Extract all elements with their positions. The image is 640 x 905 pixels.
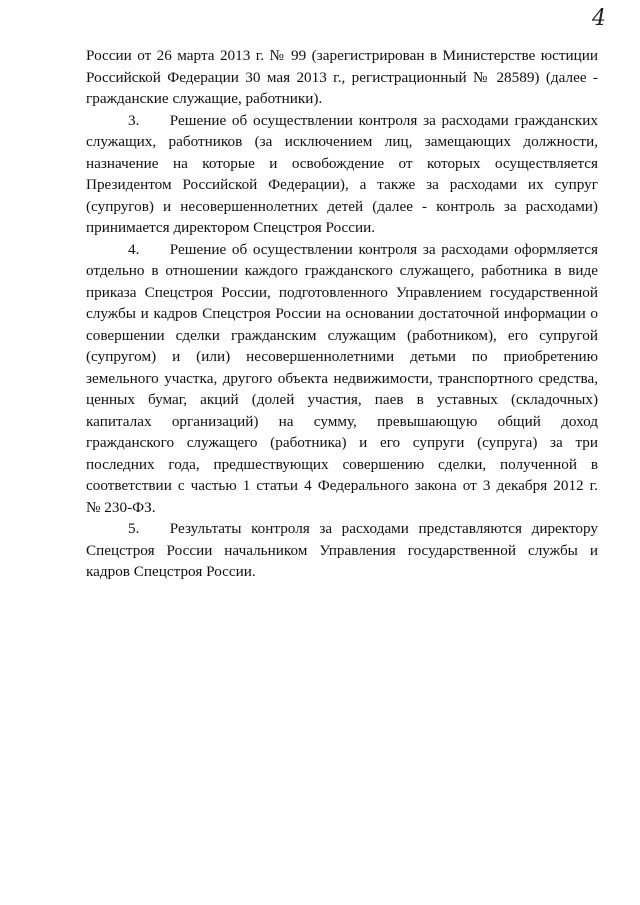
text-line: ценных бумаг, акций (долей участия, паев в уставных (складочных) xyxy=(86,391,598,408)
text-line: № 230-ФЗ. xyxy=(86,498,156,516)
text-line: России от 26 марта 2013 г. № 99 (зарегистрирован в Министерстве юстиции xyxy=(86,47,598,64)
text-line: Спецстроя России начальником Управления государственной службы и xyxy=(86,541,598,559)
text-line: отдельно в отношении каждого гражданского служащего, работника в виде xyxy=(86,262,598,279)
text-line: службы и кадров Спецстроя России на основании достаточной информации о xyxy=(86,305,598,322)
text-line: соответствии с частью 1 статьи 4 Федерального закона от 3 декабря 2012 г. xyxy=(86,477,598,494)
text-line: совершении сделки гражданским служащим (работником), его супругой xyxy=(86,326,598,344)
text-line: служащих, работников (за исключением лиц, замещающих должности, xyxy=(86,133,598,150)
paragraph-first-line: 4. Решение об осуществлении контроля за расходами оформляется xyxy=(128,240,598,258)
text-line: принимается директором Спецстроя России. xyxy=(86,219,376,236)
text-line: капиталах организаций) на сумму, превышающую общий доход xyxy=(86,412,598,430)
text-line: гражданского служащего (работника) и его супруги (супруга) за три xyxy=(86,434,598,451)
paragraph-first-line: 3. Решение об осуществлении контроля за расходами гражданских xyxy=(128,111,598,129)
text-line: последних года, предшествующих совершению сделки, полученной в xyxy=(86,455,598,473)
text-line: (супругом) и (или) несовершеннолетними детьми по приобретению xyxy=(86,348,598,365)
text-line: гражданские служащие, работники). xyxy=(86,90,323,107)
page-number: 4 xyxy=(592,6,606,31)
text-line: (супругов) и несовершеннолетних детей (далее - контроль за расходами) xyxy=(86,197,598,215)
text-line: Президентом Российской Федерации), а также за расходами их супруг xyxy=(86,176,598,193)
text-line: приказа Спецстроя России, подготовленного Управлением государственной xyxy=(86,283,598,301)
text-line: земельного участка, другого объекта недвижимости, транспортного средства, xyxy=(86,369,598,387)
text-line: назначение на которые и освобождение от которых осуществляется xyxy=(86,154,598,172)
text-line: кадров Спецстроя России. xyxy=(86,563,256,580)
text-line: Российской Федерации 30 мая 2013 г., регистрационный № 28589) (далее - xyxy=(86,68,598,86)
paragraph-first-line: 5. Результаты контроля за расходами представляются директору xyxy=(128,520,598,537)
document-body xyxy=(86,45,598,583)
